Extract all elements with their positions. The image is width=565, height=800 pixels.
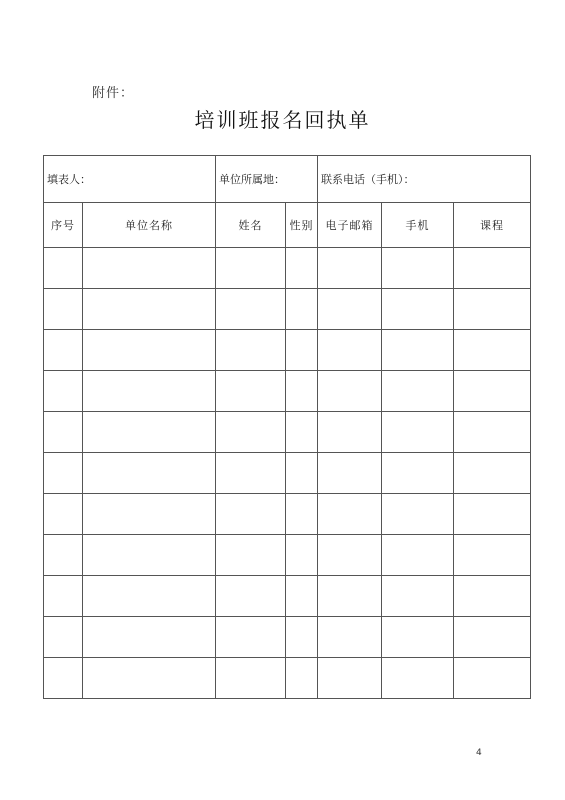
unit-name-cell[interactable] <box>83 658 216 699</box>
unit-name-cell[interactable] <box>83 289 216 330</box>
mobile-cell[interactable] <box>382 576 454 617</box>
unit-affiliation-field[interactable] <box>216 156 318 203</box>
index-cell[interactable] <box>44 617 83 658</box>
name-cell[interactable] <box>216 617 286 658</box>
name-cell[interactable] <box>216 371 286 412</box>
mobile-cell[interactable] <box>382 371 454 412</box>
registration-form-table <box>43 155 531 699</box>
gender-cell[interactable] <box>286 494 318 535</box>
unit-name-cell[interactable] <box>83 494 216 535</box>
gender-cell[interactable] <box>286 453 318 494</box>
table-row <box>44 576 531 617</box>
email-cell[interactable] <box>318 658 382 699</box>
index-cell[interactable] <box>44 371 83 412</box>
gender-cell[interactable] <box>286 371 318 412</box>
table-row <box>44 371 531 412</box>
index-cell[interactable] <box>44 535 83 576</box>
unit-name-cell[interactable] <box>83 453 216 494</box>
name-cell[interactable] <box>216 494 286 535</box>
gender-cell[interactable] <box>286 412 318 453</box>
course-cell[interactable] <box>454 289 531 330</box>
email-cell[interactable] <box>318 248 382 289</box>
form-title: 培训班报名回执单 <box>194 108 371 132</box>
unit-name-cell[interactable] <box>83 371 216 412</box>
course-cell[interactable] <box>454 248 531 289</box>
email-cell[interactable] <box>318 617 382 658</box>
mobile-cell[interactable] <box>382 412 454 453</box>
name-cell[interactable] <box>216 412 286 453</box>
mobile-cell[interactable] <box>382 248 454 289</box>
index-cell[interactable] <box>44 248 83 289</box>
mobile-cell[interactable] <box>382 330 454 371</box>
table-row <box>44 289 531 330</box>
mobile-cell[interactable] <box>382 658 454 699</box>
course-cell[interactable] <box>454 330 531 371</box>
email-cell[interactable] <box>318 412 382 453</box>
filler-label: 填表人： <box>47 173 91 186</box>
filler-field[interactable] <box>44 156 216 203</box>
contact-phone-label: 联系电话（手机）： <box>321 173 415 186</box>
table-row <box>44 535 531 576</box>
course-cell[interactable] <box>454 371 531 412</box>
gender-cell[interactable] <box>286 617 318 658</box>
table-row <box>44 412 531 453</box>
unit-name-cell[interactable] <box>83 617 216 658</box>
name-cell[interactable] <box>216 330 286 371</box>
index-cell[interactable] <box>44 453 83 494</box>
course-cell[interactable] <box>454 617 531 658</box>
column-header-unit-name: 单位名称 <box>83 203 216 248</box>
contact-phone-field[interactable] <box>318 156 531 203</box>
mobile-cell[interactable] <box>382 617 454 658</box>
column-header-course: 课程 <box>454 203 531 248</box>
index-cell[interactable] <box>44 494 83 535</box>
unit-affiliation-label: 单位所属地： <box>219 173 285 186</box>
table-row <box>44 658 531 699</box>
course-cell[interactable] <box>454 412 531 453</box>
attachment-label: 附件： <box>92 86 135 101</box>
table-row <box>44 453 531 494</box>
unit-name-cell[interactable] <box>83 535 216 576</box>
email-cell[interactable] <box>318 535 382 576</box>
gender-cell[interactable] <box>286 289 318 330</box>
index-cell[interactable] <box>44 412 83 453</box>
column-header-index: 序号 <box>44 203 83 248</box>
gender-cell[interactable] <box>286 535 318 576</box>
course-cell[interactable] <box>454 453 531 494</box>
unit-name-cell[interactable] <box>83 248 216 289</box>
column-header-email: 电子邮箱 <box>318 203 382 248</box>
index-cell[interactable] <box>44 576 83 617</box>
course-cell[interactable] <box>454 576 531 617</box>
name-cell[interactable] <box>216 576 286 617</box>
mobile-cell[interactable] <box>382 289 454 330</box>
gender-cell[interactable] <box>286 576 318 617</box>
gender-cell[interactable] <box>286 248 318 289</box>
column-header-name: 姓名 <box>216 203 286 248</box>
mobile-cell[interactable] <box>382 535 454 576</box>
name-cell[interactable] <box>216 248 286 289</box>
table-row <box>44 330 531 371</box>
name-cell[interactable] <box>216 658 286 699</box>
email-cell[interactable] <box>318 453 382 494</box>
email-cell[interactable] <box>318 371 382 412</box>
name-cell[interactable] <box>216 453 286 494</box>
index-cell[interactable] <box>44 330 83 371</box>
email-cell[interactable] <box>318 576 382 617</box>
mobile-cell[interactable] <box>382 453 454 494</box>
page-number: 4 <box>476 748 482 758</box>
email-cell[interactable] <box>318 289 382 330</box>
name-cell[interactable] <box>216 289 286 330</box>
column-header-gender: 性别 <box>286 203 318 248</box>
form-body <box>44 248 531 699</box>
email-cell[interactable] <box>318 330 382 371</box>
table-row <box>44 248 531 289</box>
email-cell[interactable] <box>318 494 382 535</box>
column-header-mobile: 手机 <box>382 203 454 248</box>
unit-name-cell[interactable] <box>83 576 216 617</box>
table-row <box>44 617 531 658</box>
course-cell[interactable] <box>454 494 531 535</box>
index-cell[interactable] <box>44 289 83 330</box>
column-header-row <box>44 203 531 248</box>
gender-cell[interactable] <box>286 330 318 371</box>
unit-name-cell[interactable] <box>83 330 216 371</box>
course-cell[interactable] <box>454 535 531 576</box>
course-cell[interactable] <box>454 658 531 699</box>
gender-cell[interactable] <box>286 658 318 699</box>
info-row <box>44 156 531 203</box>
mobile-cell[interactable] <box>382 494 454 535</box>
name-cell[interactable] <box>216 535 286 576</box>
unit-name-cell[interactable] <box>83 412 216 453</box>
index-cell[interactable] <box>44 658 83 699</box>
table-row <box>44 494 531 535</box>
